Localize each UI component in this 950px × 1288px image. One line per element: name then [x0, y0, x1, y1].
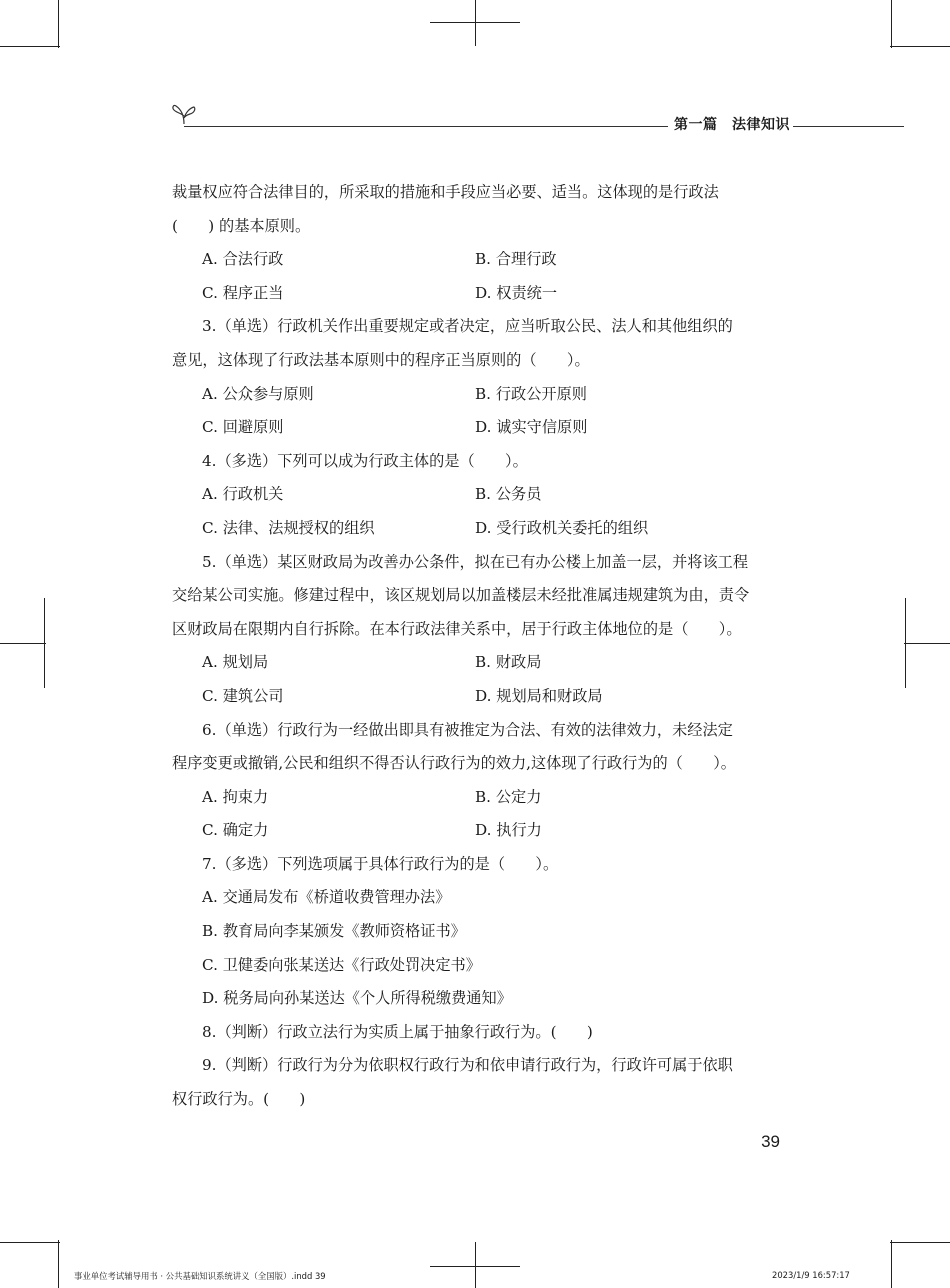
page-number: 39 [761, 1132, 780, 1151]
option-d: D. 规划局和财政局 [475, 686, 603, 705]
option-a: A. 合法行政 [202, 250, 284, 269]
option-c: C. 卫健委向张某送达《行政处罚决定书》 [202, 955, 481, 974]
option-b: B. 公务员 [475, 485, 542, 504]
option-row [172, 646, 780, 680]
option-c: C. 确定力 [202, 821, 269, 840]
option-b: B. 教育局向李某颁发《教师资格证书》 [202, 922, 466, 941]
question-text: 裁量权应符合法律目的，所采取的措施和手段应当必要、适当。这体现的是行政法 [172, 183, 719, 201]
option-a: A. 交通局发布《桥道收费管理办法》 [202, 888, 451, 907]
option-a: A. 拘束力 [202, 787, 269, 806]
option-row [172, 277, 780, 311]
option-d: D. 权责统一 [475, 283, 558, 302]
option-row [172, 781, 780, 815]
question-text: 交给某公司实施。修建过程中，该区规划局以加盖楼层未经批准属违规建筑为由，责令 [172, 586, 750, 605]
option-b: B. 合理行政 [475, 250, 557, 269]
question-content [172, 176, 780, 1117]
option-row [172, 411, 780, 445]
option-d: D. 执行力 [475, 821, 542, 840]
option-d: D. 受行政机关委托的组织 [475, 518, 649, 537]
question-text: 意见，这体现了行政法基本原则中的程序正当原则的（ ）。 [172, 350, 590, 369]
question-4: 4.（多选）下列可以成为行政主体的是（ ）。 [202, 451, 528, 470]
option-d: D. 诚实守信原则 [475, 418, 588, 437]
footer-file-info: 事业单位考试辅导用书 · 公共基础知识系统讲义（全国版）.indd 39 [74, 1271, 326, 1281]
option-c: C. 回避原则 [202, 418, 284, 437]
header-rule-left [184, 126, 672, 127]
question-text: 权行政行为。( ) [172, 1090, 306, 1109]
question-9: 9.（判断）行政行为分为依职权行政行为和依申请行政行为，行政许可属于依职 [202, 1056, 733, 1075]
option-a: A. 行政机关 [202, 485, 284, 504]
option-row [172, 378, 780, 412]
question-3: 3.（单选）行政机关作出重要规定或者决定，应当听取公民、法人和其他组织的 [202, 317, 733, 336]
question-text: ( ) 的基本原则。 [172, 216, 311, 235]
option-a: A. 规划局 [202, 653, 269, 672]
option-row [172, 680, 780, 714]
header-title: 第一篇 法律知识 [668, 114, 796, 134]
option-b: B. 行政公开原则 [475, 384, 587, 403]
header-rule-right [793, 126, 904, 127]
question-text: 区财政局在限期内自行拆除。在本行政法律关系中，居于行政主体地位的是（ ）。 [172, 619, 742, 638]
option-d: D. 税务局向孙某送达《个人所得税缴费通知》 [202, 989, 512, 1008]
option-b: B. 财政局 [475, 653, 542, 672]
option-c: C. 程序正当 [202, 283, 284, 302]
question-6: 6.（单选）行政行为一经做出即具有被推定为合法、有效的法律效力，未经法定 [202, 720, 733, 739]
option-b: B. 公定力 [475, 787, 542, 806]
question-8: 8.（判断）行政立法行为实质上属于抽象行政行为。( ) [202, 1022, 593, 1041]
footer-timestamp: 2023/1/9 16:57:17 [772, 1270, 850, 1280]
option-c: C. 法律、法规授权的组织 [202, 518, 375, 537]
option-row [172, 243, 780, 277]
option-c: C. 建筑公司 [202, 686, 284, 705]
question-text: 程序变更或撤销,公民和组织不得否认行政行为的效力,这体现了行政行为的（ ）。 [172, 754, 736, 773]
option-row [172, 814, 780, 848]
option-row [172, 512, 780, 546]
option-row [172, 478, 780, 512]
question-7: 7.（多选）下列选项属于具体行政行为的是（ ）。 [202, 854, 559, 873]
question-5: 5.（单选）某区财政局为改善办公条件，拟在已有办公楼上加盖一层，并将该工程 [202, 552, 749, 571]
option-a: A. 公众参与原则 [202, 384, 314, 403]
